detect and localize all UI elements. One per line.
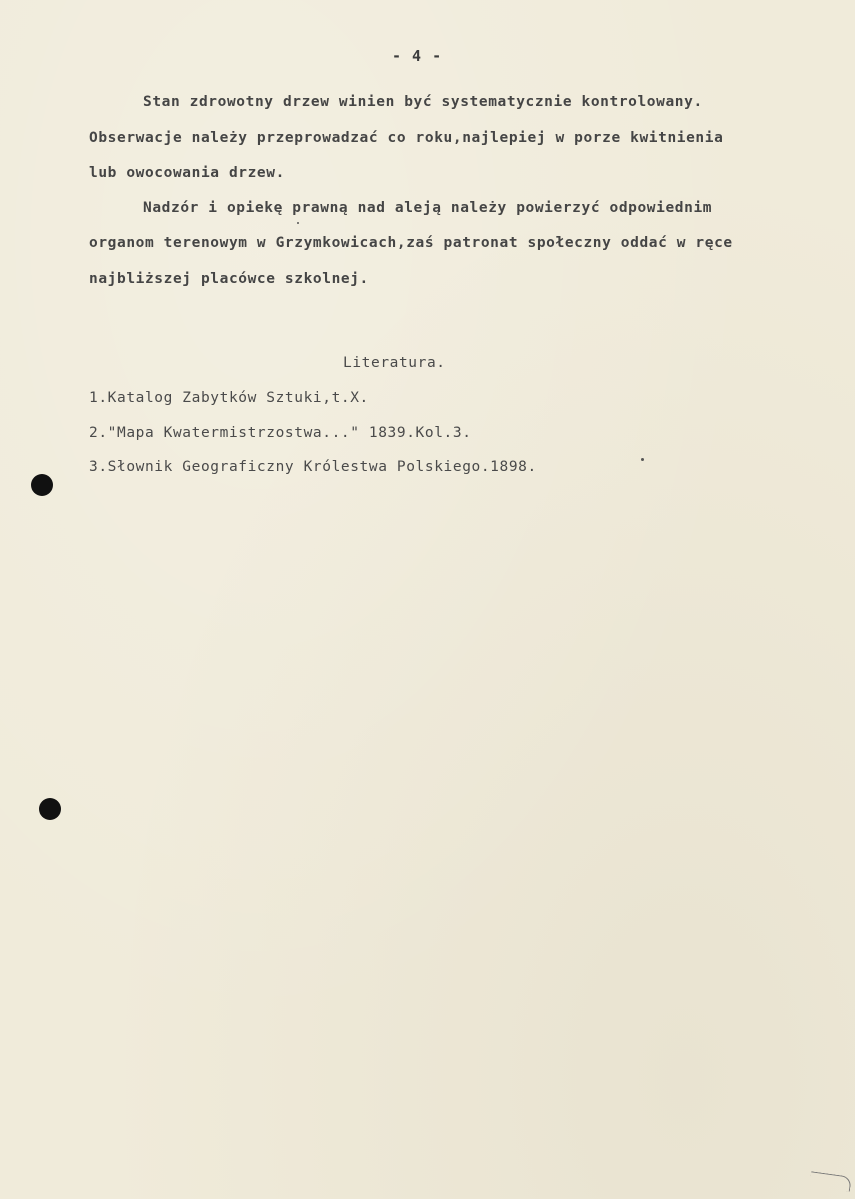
corner-pencil-mark — [809, 1171, 852, 1192]
paragraph-1-line-1: Stan zdrowotny drzew winien być systematycznie kontrolowany. — [143, 94, 703, 110]
literature-item-2: 2."Mapa Kwatermistrzostwa..." 1839.Kol.3. — [89, 425, 472, 441]
paragraph-2-line-1: Nadzór i opiekę prawną nad aleją należy powierzyć odpowiednim — [143, 200, 713, 216]
paragraph-1-line-3: lub owocowania drzew. — [89, 165, 285, 181]
paragraph-1-line-2: Obserwacje należy przeprowadzać co roku,najlepiej w porze kwitnienia — [89, 130, 724, 146]
paper-speck — [297, 222, 299, 224]
paper-speck — [641, 458, 644, 461]
paragraph-2-line-3: najbliższej placówce szkolnej. — [89, 271, 369, 287]
top-edge-marks — [460, 0, 660, 14]
literature-heading: Literatura. — [343, 355, 446, 371]
literature-item-1: 1.Katalog Zabytków Sztuki,t.X. — [89, 390, 369, 406]
literature-item-3: 3.Słownik Geograficzny Królestwa Polskiego.1898. — [89, 459, 537, 475]
punch-hole-bottom — [39, 798, 61, 820]
punch-hole-top — [31, 474, 53, 496]
page-number: - 4 - — [392, 47, 443, 65]
paragraph-2-line-2: organom terenowym w Grzymkowicach,zaś patronat społeczny oddać w ręce — [89, 235, 733, 251]
